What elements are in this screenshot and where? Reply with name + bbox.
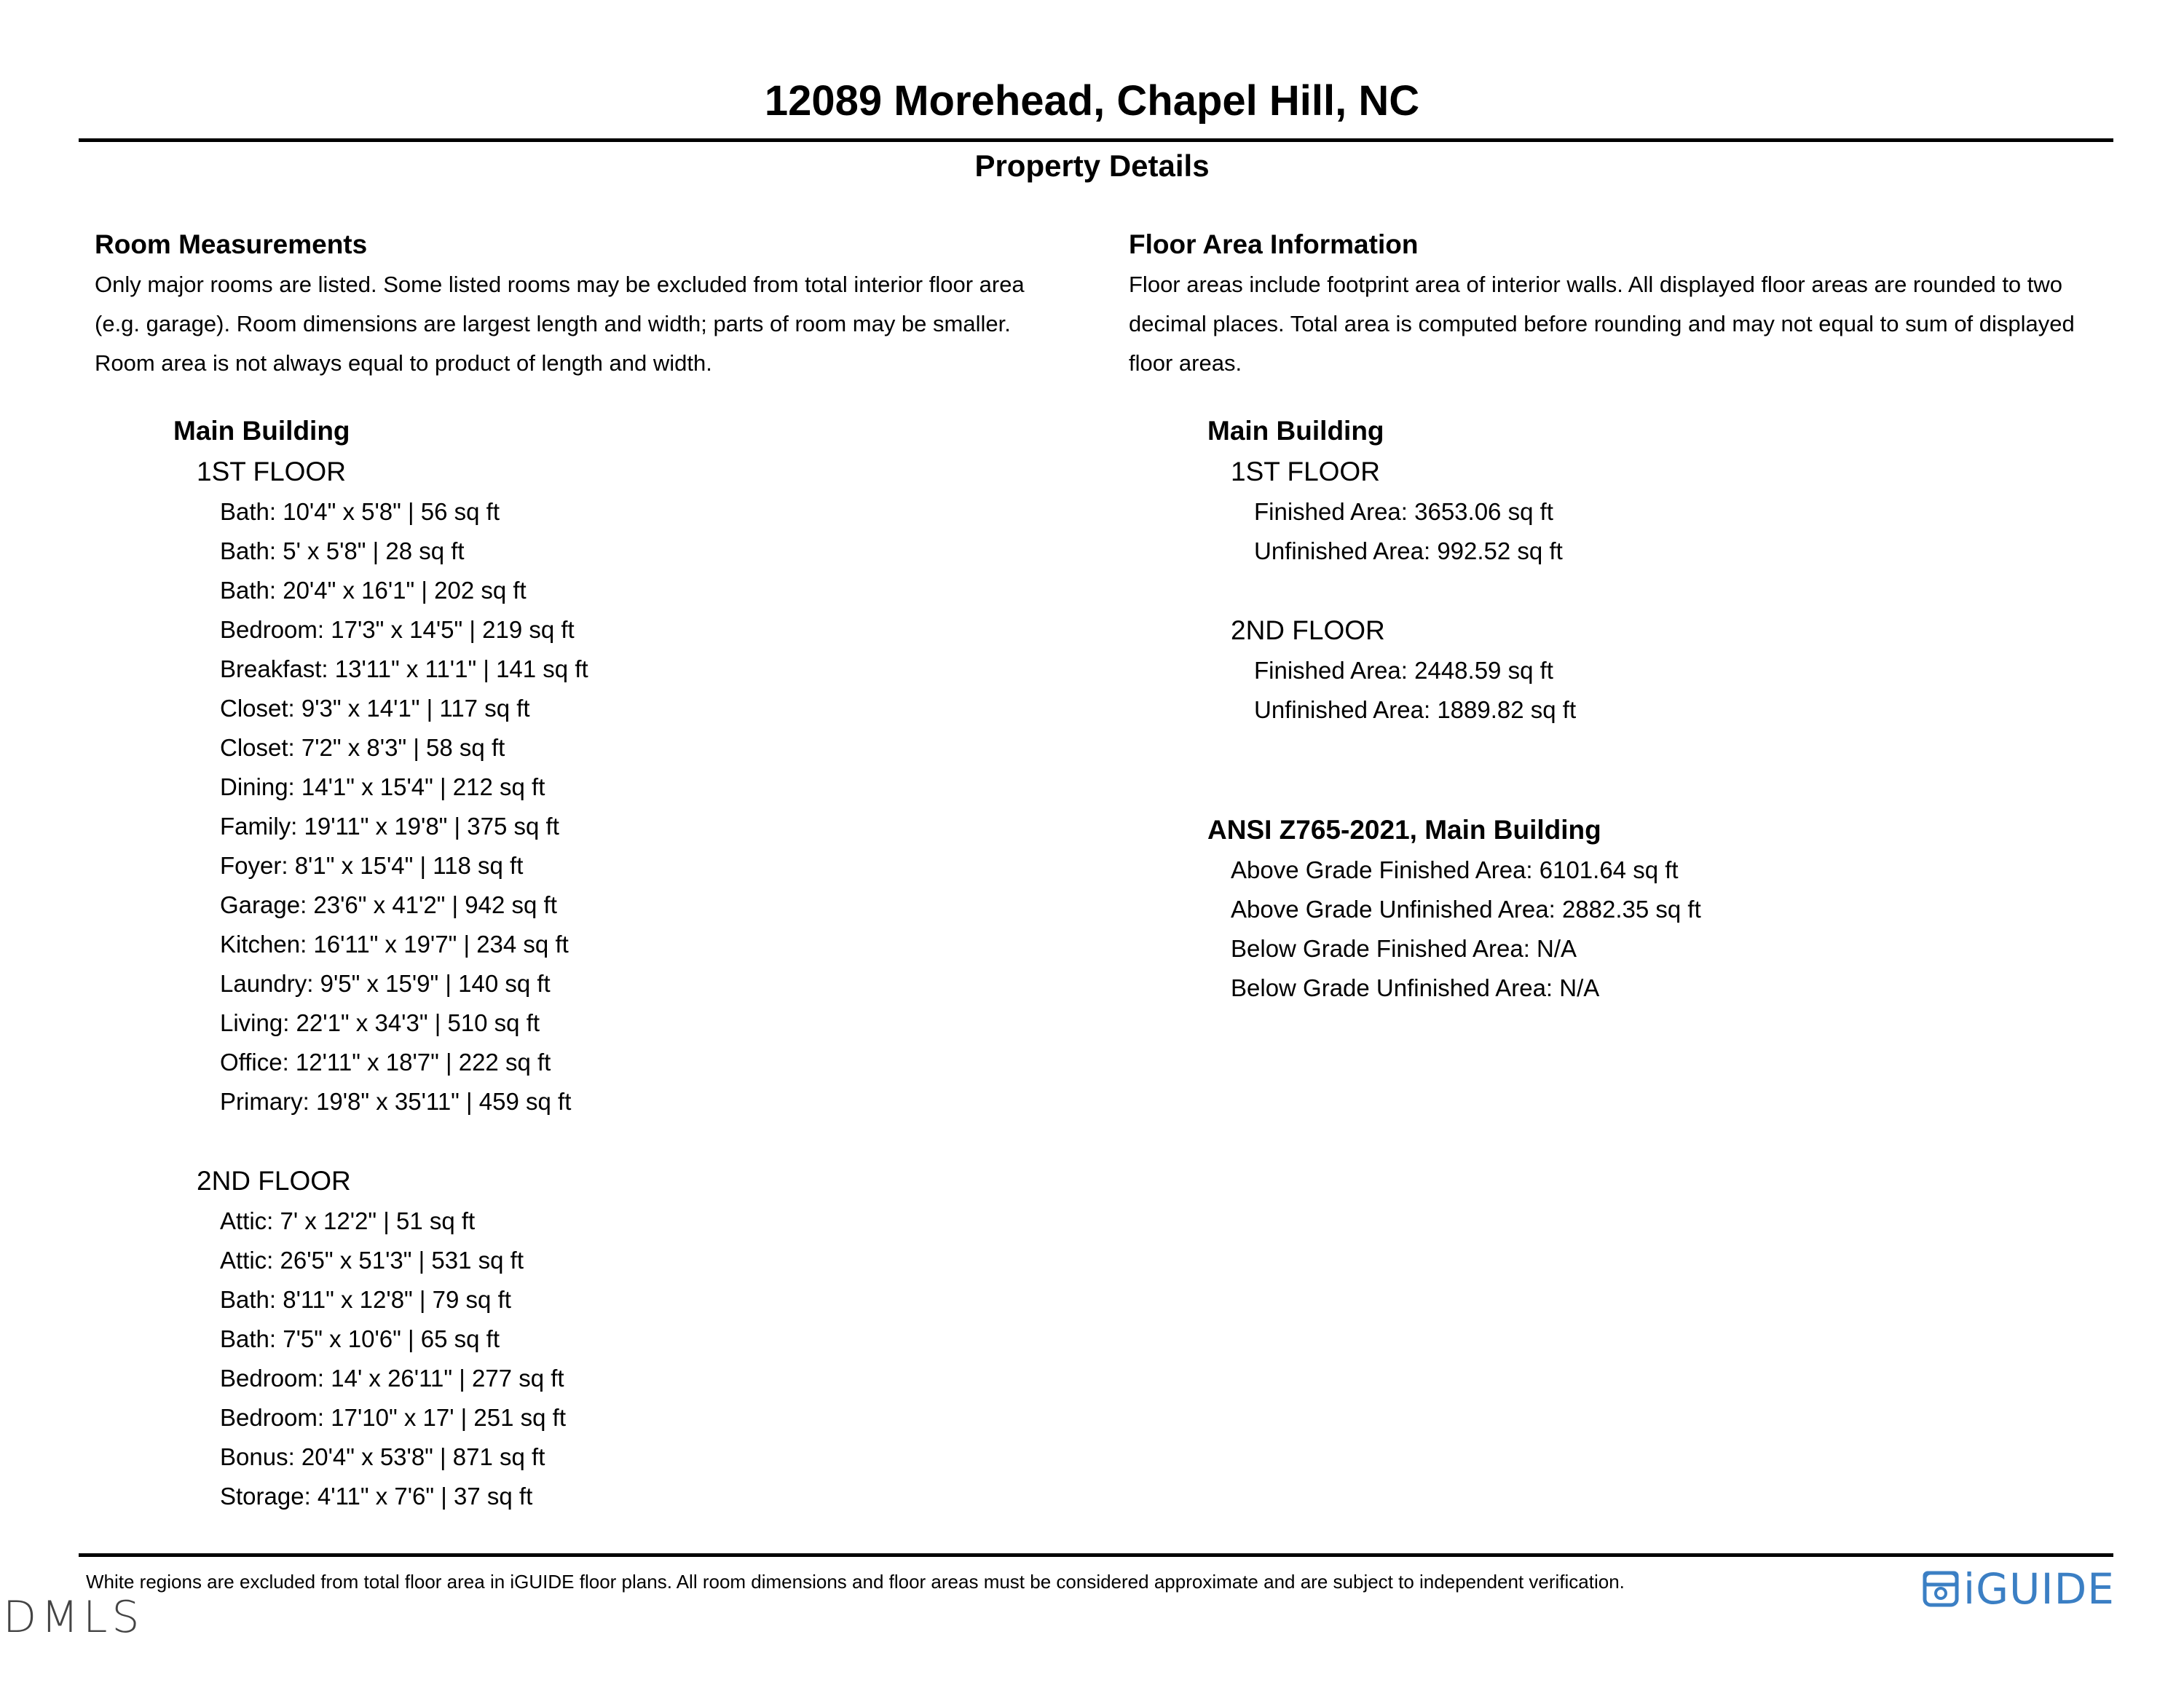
room-entry: Bath: 20'4" x 16'1" | 202 sq ft xyxy=(220,577,527,604)
room-entry: Bedroom: 14' x 26'11" | 277 sq ft xyxy=(220,1365,564,1392)
room-entry: Bedroom: 17'10" x 17' | 251 sq ft xyxy=(220,1404,567,1431)
building-name: Main Building xyxy=(1207,416,1384,446)
floor-area-description-line: floor areas. xyxy=(1129,350,1242,376)
area-entry: Unfinished Area: 992.52 sq ft xyxy=(1254,537,1563,564)
room-measurements-section xyxy=(95,224,1143,1516)
area-entry: Finished Area: 3653.06 sq ft xyxy=(1254,498,1553,525)
ansi-entry: Above Grade Unfinished Area: 2882.35 sq ft xyxy=(1231,896,1701,923)
ansi-entry: Above Grade Finished Area: 6101.64 sq ft xyxy=(1231,856,1679,883)
room-building-block xyxy=(173,411,1143,1516)
room-entry: Breakfast: 13'11" x 11'1" | 141 sq ft xyxy=(220,655,588,682)
room-entry: Bonus: 20'4" x 53'8" | 871 sq ft xyxy=(220,1443,545,1470)
room-entry: Family: 19'11" x 19'8" | 375 sq ft xyxy=(220,813,559,840)
room-measurements-description-line: Only major rooms are listed. Some listed rooms may be excluded from total interior floor area xyxy=(95,272,1025,297)
iguide-logo-text: iGUIDE xyxy=(1963,1564,2115,1614)
page-title: 12089 Morehead, Chapel Hill, NC xyxy=(764,77,1420,125)
floor-label: 2ND FLOOR xyxy=(197,1166,351,1196)
ansi-heading: ANSI Z765-2021, Main Building xyxy=(1207,815,1601,845)
floor-label: 1ST FLOOR xyxy=(1231,457,1380,486)
room-entry: Primary: 19'8" x 35'11" | 459 sq ft xyxy=(220,1088,572,1115)
ansi-entry: Below Grade Unfinished Area: N/A xyxy=(1231,974,1600,1001)
iguide-logo xyxy=(1923,1566,2115,1612)
floor-area-description-line: Floor areas include footprint area of interior walls. All displayed floor areas are rounded to two xyxy=(1129,272,2063,297)
room-entry: Attic: 7' x 12'2" | 51 sq ft xyxy=(220,1207,476,1234)
room-measurements-heading: Room Measurements xyxy=(95,229,368,259)
floor-area-section xyxy=(1129,224,2177,1008)
area-building-block xyxy=(1207,411,2177,1008)
room-entry: Dining: 14'1" x 15'4" | 212 sq ft xyxy=(220,773,545,800)
room-entry: Bath: 5' x 5'8" | 28 sq ft xyxy=(220,537,465,564)
room-entry: Closet: 9'3" x 14'1" | 117 sq ft xyxy=(220,695,530,722)
floor-area-description-line: decimal places. Total area is computed before rounding and may not equal to sum of displayed xyxy=(1129,311,2075,336)
mls-watermark: DMLS xyxy=(3,1592,144,1643)
room-entry: Closet: 7'2" x 8'3" | 58 sq ft xyxy=(220,734,505,761)
footer-divider xyxy=(79,1553,2113,1557)
building-name: Main Building xyxy=(173,416,350,446)
room-entry: Attic: 26'5" x 51'3" | 531 sq ft xyxy=(220,1247,524,1274)
room-measurements-description-line: (e.g. garage). Room dimensions are largest length and width; parts of room may be smaller. xyxy=(95,311,1011,336)
room-entry: Storage: 4'11" x 7'6" | 37 sq ft xyxy=(220,1483,533,1510)
room-entry: Office: 12'11" x 18'7" | 222 sq ft xyxy=(220,1049,551,1076)
room-entry: Kitchen: 16'11" x 19'7" | 234 sq ft xyxy=(220,931,569,958)
room-measurements-description-line: Room area is not always equal to product of length and width. xyxy=(95,350,712,376)
area-entry: Finished Area: 2448.59 sq ft xyxy=(1254,657,1553,684)
room-entry: Garage: 23'6" x 41'2" | 942 sq ft xyxy=(220,891,557,918)
floor-area-heading: Floor Area Information xyxy=(1129,229,1419,259)
floor-label: 1ST FLOOR xyxy=(197,457,346,486)
iguide-logo-icon xyxy=(1923,1571,1959,1607)
room-entry: Bedroom: 17'3" x 14'5" | 219 sq ft xyxy=(220,616,575,643)
area-entry: Unfinished Area: 1889.82 sq ft xyxy=(1254,696,1577,723)
room-entry: Laundry: 9'5" x 15'9" | 140 sq ft xyxy=(220,970,551,997)
room-entry: Bath: 10'4" x 5'8" | 56 sq ft xyxy=(220,498,500,525)
header-divider xyxy=(79,138,2113,142)
floor-label: 2ND FLOOR xyxy=(1231,615,1385,645)
room-entry: Foyer: 8'1" x 15'4" | 118 sq ft xyxy=(220,852,524,879)
room-entry: Bath: 8'11" x 12'8" | 79 sq ft xyxy=(220,1286,511,1313)
room-entry: Living: 22'1" x 34'3" | 510 sq ft xyxy=(220,1009,540,1036)
page-subtitle: Property Details xyxy=(974,149,1210,183)
room-entry: Bath: 7'5" x 10'6" | 65 sq ft xyxy=(220,1325,500,1352)
ansi-entry: Below Grade Finished Area: N/A xyxy=(1231,935,1577,962)
footer-disclaimer: White regions are excluded from total floor area in iGUIDE floor plans. All room dimensions and floor areas must be considered approximate and are subject to independent verification. xyxy=(86,1571,1625,1593)
